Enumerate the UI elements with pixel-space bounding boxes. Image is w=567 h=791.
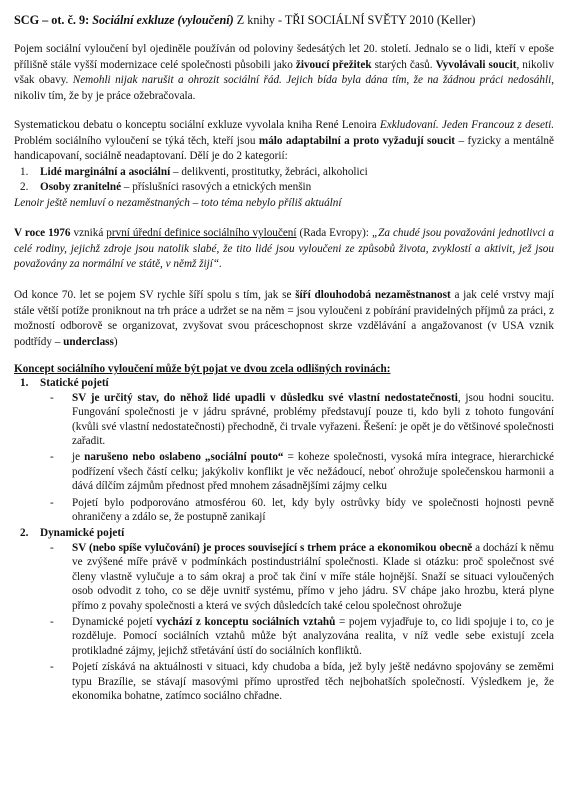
list-number: 2. <box>20 527 29 540</box>
text-run: a jak celé vrstvy mají stále větší potíže proniknout na trh práce a udržet se na něm = jsou vyloučeni z pobírání pravidelných příjmů za práci, z možností odborově se organizovat, zvyšovat svou práceschopnost skrze vzdělávání a angažovanost (v USA vznik podtřídy – <box>14 289 555 348</box>
title-prefix: SCG – ot. č. 9: <box>14 13 90 27</box>
list-number: 1. <box>20 165 29 178</box>
document-title <box>14 12 554 28</box>
list-item: - SV (nebo spíše vylučování) je proces související s trhem práce a ekonomikou obecně a dochází k němu ve zvýšené míře právě v podmínkách postindustriální společnosti. Klade si otázku: proč společnost své členy vlastně vylučuje a to sám okraj a proč tak činí v míře stále hojnější. Snaží se situaci vyloučených osob odvodit z toho, co se děje uvnitř systému, přímo v jeho jádru. SV chápe jako hrozbu, která plyne přímo z povahy společnosti a která ve svých důsledcích také celou společnost ohrožuje <box>50 541 554 612</box>
dynamic-list <box>14 541 554 703</box>
bold-run: SV je určitý stav, do něhož lidé upadli v důsledku své vlastní nedostatečnosti <box>72 391 458 404</box>
list-item: - Pojetí bylo podporováno atmosférou 60. let, kdy byly ostrůvky bídy ve společnosti hojnosti pevně ohraničeny a zdálo se, že postupně zanikají <box>50 496 554 524</box>
text-run: Pojetí získává na aktuálnosti v situaci, kdy chudoba a bída, jež byly ještě nedávno spojovány se zeměmi typu Brazílie, se stávají masovými přímo uprostřed těch nejbohatších společností. Výsledkem je, že ekonomika bohatne, zatímco sociálno chřadne. <box>72 661 554 702</box>
heading-text: Dynamické pojetí <box>40 527 125 540</box>
list-item: - Pojetí získává na aktuálnosti v situaci, kdy chudoba a bída, jež byly ještě nedávno spojovány se zeměmi typu Brazílie, se stávají masovými přímo uprostřed těch nejbohatších společností. Výsledkem je, že ekonomika bohatne, zatímco sociálno chřadne. <box>50 661 554 702</box>
italic-quote: „Za chudé jsou považováni jednotlivci a celé rodiny, jejichž zdroje jsou natolik slabé, že tito lidé jsou vyloučeni ze způsobů života, zvyklostí a aktivit, jež jsou považovány za normální ve státě, v němž žijí“. <box>14 227 554 271</box>
text-run: = koheze společnosti, vysoká míra integrace, hierarchické podřízení všech částí celku; jakýkoliv konflikt je věc nežádoucí, neboť ohrožuje společenskou harmonii a dává dílčím zájmům přednost před mnohem zásadnějšími zájmy celku <box>72 451 554 493</box>
text-run: = pojem vyjadřuje to, co lidi spojuje i to, co je rozděluje. Pomocí sociálních vztahů může být analyzována realita, v níž vedle sebe existují zcela protikladné zájmy, jejichž střetávání ústí do sociálních konfliktů. <box>72 615 554 657</box>
title-source: Z knihy - TŘI SOCIÁLNÍ SVĚTY 2010 (Keller) <box>236 13 476 27</box>
text-run: (Rada Evropy): <box>296 227 372 239</box>
text-run: Systematickou debatu o konceptu sociální exkluze vyvolala kniha René Lenoira <box>14 119 380 131</box>
list-item <box>14 165 554 181</box>
paragraph-lenoir <box>14 118 554 212</box>
list-item: - SV je určitý stav, do něhož lidé upadli v důsledku své vlastní nedostatečnosti, jsou hodni soucitu. Fungování společnosti je v jádru správné, problémy představují pouze ti, kdo byli z tohoto fungování (kvůli své vlastní nedostatečnosti) přechodně, či trvale vyřazeni. Řešení: je opět je do většinové společnosti zařadit. <box>50 391 554 448</box>
text-run: , jsou hodni soucitu. Fungování společnosti je v jádru správné, problémy představují pouze ti, kdo byli z tohoto fungování (kvůli své vlastní nedostatečnosti) přechodně, či trvale vyřazeni. Řešení: je opět je do většinové společnosti zařadit. <box>72 391 554 448</box>
text-run: a dochází k němu ve zvýšené míře právě v podmínkách postindustriální společnosti. Klade si otázku: proč společnost své členy vlastně vylučuje a to sám okraj a proč tak činí v míře stále hojnější. Snaží se situaci vyloučených osob odvodit z toho, co se děje uvnitř systému, přímo v jeho jádru. SV chápe jako hrozbu, která plyne přímo z povahy společnosti a která ve svých důsledcích také celou společnost ohrožuje <box>72 541 554 612</box>
text-run: – delikventi, prostitutky, žebráci, alkoholici <box>170 165 368 178</box>
text-run: je <box>72 451 85 464</box>
text-run: vzniká <box>70 227 107 239</box>
list-number: 1. <box>20 377 29 390</box>
text-run: Pojem sociální vyloučení byl ojediněle používán od poloviny šedesátých let 20. století. Jednalo se o lidi, kteří v epoše přílišně stále vyšší modernizace celé společnosti působili jako <box>14 43 554 71</box>
list-item <box>14 180 554 196</box>
list-number: 2. <box>20 181 29 194</box>
list-item: - Dynamické pojetí vychází z konceptu sociálních vztahů = pojem vyjadřuje to, co lidi spojuje i to, co je rozděluje. Pomocí sociálních vztahů může být analyzována realita, v níž vedle sebe existují zcela protikladné zájmy, jejichž střetávání ústí do sociálních konfliktů. <box>50 615 554 657</box>
text-run: ) <box>113 335 118 348</box>
static-heading <box>14 376 554 390</box>
underlined-run: první úřední definice sociálního vyloučení <box>106 227 297 239</box>
text-run: – příslušníci rasových a etnických menšin <box>121 181 312 194</box>
bold-run: šíří dlouhodobá nezaměstnanost <box>295 289 451 301</box>
text-run: – fyzicky a mentálně handicapovaní, sociálně neadaptovaní. Dělí je do 2 kategorií: <box>14 134 554 163</box>
title-topic: Sociální exkluze (vyloučení) <box>92 13 234 27</box>
bold-run: V roce 1976 <box>14 227 71 239</box>
text-run: , nikoliv však obavy. <box>14 58 554 87</box>
bold-run: vychází z konceptu sociálních vztahů <box>156 615 336 628</box>
dynamic-heading <box>14 526 554 540</box>
bold-run: Vyvolávali soucit <box>435 58 517 71</box>
lenoir-note: Lenoir ještě nemluví o nezaměstnaných – toto téma nebylo příliš aktuální <box>14 196 342 209</box>
list-item: - je narušeno nebo oslabeno „sociální pouto“ = koheze společnosti, vysoká míra integrace, hierarchické podřízení všech částí celku; jakýkoliv konflikt je věc nežádoucí, neboť ohrožuje společenskou harmonii a dává dílčím zájmům přednost před mnohem zásadnějšími zájmy celku <box>50 451 554 493</box>
text-run: Od konce 70. let se pojem SV rychle šíří spolu s tím, jak se <box>14 289 296 301</box>
text-run: Dynamické pojetí <box>72 615 157 628</box>
bold-run: Lidé marginální a asociální <box>40 165 171 178</box>
paragraph-1976-definition <box>14 226 554 273</box>
static-list <box>14 391 554 525</box>
bold-run: underclass <box>63 335 114 348</box>
bold-run: Osoby zranitelné <box>40 181 122 194</box>
bold-run: málo adaptabilní a proto vyžadují soucit <box>258 134 456 147</box>
bold-run: narušeno nebo oslabeno „sociální pouto“ <box>84 451 284 464</box>
category-list <box>14 165 554 196</box>
italic-run: Nemohli nijak narušit a ohrozit sociální řád. Jejich bída byla dána tím, že na žádnou práci nedosáhli <box>72 74 552 87</box>
paragraph-unemployment <box>14 288 554 350</box>
text-run: starých časů. <box>371 58 436 71</box>
bold-run: SV (nebo spíše vylučování) je proces související s trhem práce a ekonomikou obecně <box>72 541 473 554</box>
heading-text: Statické pojetí <box>40 377 109 390</box>
bold-run: živoucí přežitek <box>295 58 372 71</box>
paragraph-origins <box>14 42 554 104</box>
text-run: Pojetí bylo podporováno atmosférou 60. let, kdy byly ostrůvky bídy ve společnosti hojnosti pevně ohraničeny a zdálo se, že postupně zanikají <box>72 496 554 524</box>
section-heading: Koncept sociálního vyloučení může být pojat ve dvou zcela odlišných rovinách: <box>14 363 391 375</box>
text-run: Problém sociálního vyloučení se týká těch, kteří jsou <box>14 134 259 147</box>
text-run: , nikoliv tím, že by je práce ožebračovala. <box>14 74 554 102</box>
italic-run: Exkludovaní. Jeden Francouz z deseti. <box>379 119 554 131</box>
concept-section <box>14 362 554 705</box>
